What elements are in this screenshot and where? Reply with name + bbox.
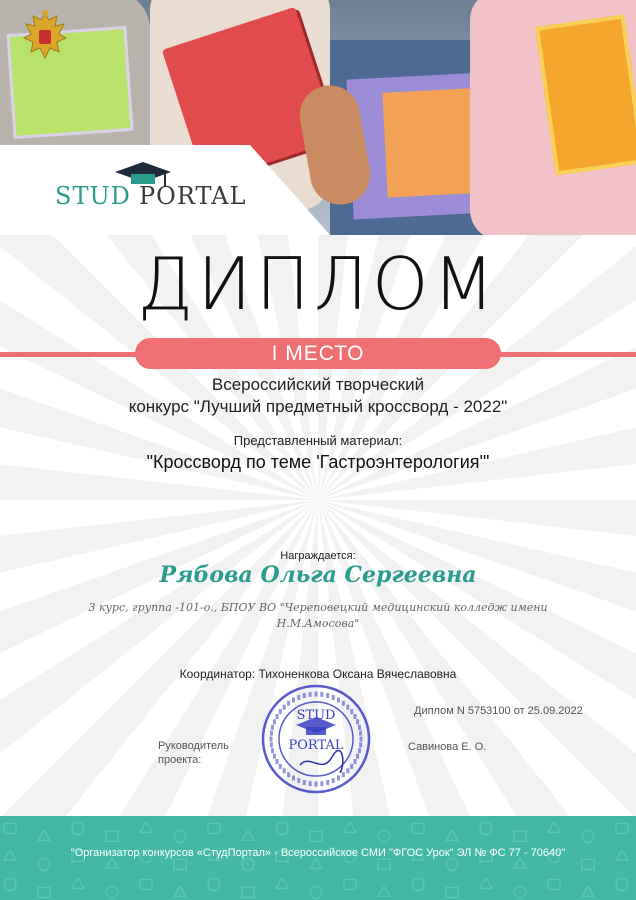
logo-stud-text: STUD <box>55 182 131 210</box>
stamp-stud-text: STUD <box>296 708 336 723</box>
head-label: Руководитель проекта: <box>158 740 229 766</box>
coat-of-arms-icon <box>22 8 68 64</box>
recipient-details: 3 курс, группа -101-о., БПОУ ВО "Череповецкий медицинский колледж имени Н.М.Амосова" <box>88 601 548 630</box>
material-label: Представленный материал: <box>233 433 403 448</box>
contest-line-1: Всероссийский творческий <box>211 375 425 394</box>
stamp-portal-text: PORTAL <box>288 738 344 753</box>
contest-name <box>60 374 576 418</box>
coordinator: Координатор: Тихоненкова Оксана Вячеславовна <box>179 667 457 681</box>
diploma-title: ДИПЛОМ <box>137 242 499 326</box>
studportal-logo <box>55 160 245 215</box>
contest-line-2: конкурс "Лучший предметный кроссворд - 2022" <box>128 397 508 416</box>
footer-text: "Организатор конкурсов «СтудПортал» - Всероссийское СМИ "ФГОС Урок" ЭЛ № ФС 77 - 70640" <box>70 847 566 859</box>
material-value: "Кроссворд по теме 'Гастроэнтерология'" <box>146 452 490 472</box>
footer-band <box>0 816 636 900</box>
place-badge: I МЕСТО <box>135 338 501 369</box>
head-name: Савинова Е. О. <box>408 741 487 753</box>
recipient-name: Рябова Ольга Сергеевна <box>159 562 477 588</box>
award-label: Награждается: <box>280 550 356 562</box>
stamp-seal <box>260 683 372 795</box>
logo-portal-text: PORTAL <box>139 182 247 210</box>
diploma-number: Диплом N 5753100 от 25.09.2022 <box>414 705 583 717</box>
